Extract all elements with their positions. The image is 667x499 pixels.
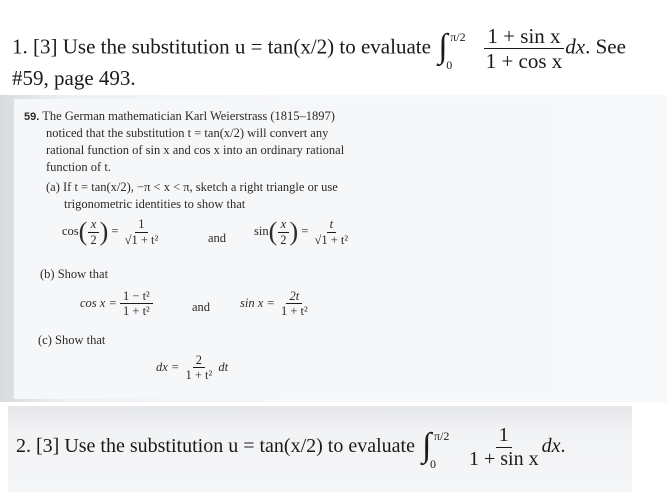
integral-1-upper-limit: π/2 (450, 29, 466, 44)
integrand-2-fraction (466, 424, 542, 471)
equation-c: dx = $\frac{2}{\text{1 + t²}}$ dt (156, 353, 229, 383)
integrand-1-denominator: 1 + cos x (485, 49, 563, 74)
exercise-59-intro-line-3: rational function of sin x and cos x into an ordinary rational (46, 143, 345, 157)
problem-2-text-after: . (560, 435, 566, 458)
integral-1-lower-limit: 0 (446, 57, 453, 72)
problem-1-text: Use the substitution u = tan(x/2) to evaluate (62, 34, 431, 59)
integral-2-lower-limit: 0 (429, 456, 436, 471)
problem-1-reference: #59, page 493. (12, 66, 136, 90)
integrand-2-numerator: 1 (496, 424, 512, 448)
equation-b-left: cos x = $\frac{\text{1 − t²}}{\text{1 + t²}}$ (80, 289, 153, 319)
equation-a-left: cos( $\frac{x}{2}$ ) = $\frac{1}{\text{√1 + t²}}$ (62, 217, 159, 247)
problem-2-text: Use the substitution u = tan(x/2) to evaluate (64, 435, 415, 458)
integrand-1-numerator: 1 + sin x (484, 24, 563, 49)
exercise-59-intro-line-1: 59. The German mathematician Karl Weierstrass (1815–1897) (24, 109, 335, 123)
textbook-excerpt (0, 95, 667, 402)
problem-1-number: 1. (12, 34, 28, 59)
textbook-page (14, 99, 554, 399)
equation-a-right: sin( $\frac{x}{2}$ ) = $\frac{t}{\text{√1 + t²}}$ (254, 217, 349, 247)
integral-sign-1: ∫ π/2 0 (438, 27, 466, 72)
integral-2-upper-limit: π/2 (433, 428, 450, 443)
problem-1-points: [3] (33, 34, 58, 59)
problem-2-points: [3] (36, 435, 60, 458)
exercise-59-intro-line-2: noticed that the substitution t = tan(x/2) will convert any (46, 126, 329, 140)
part-b-label: (b) Show that (40, 267, 109, 281)
part-a-line-2: trigonometric identities to show that (64, 197, 246, 211)
integrand-1-differential: dx (565, 34, 586, 59)
equation-b-right: sin x = $\frac{2t}{\text{1 + t²}}$ (240, 289, 308, 319)
integrand-2-denominator: 1 + sin x (468, 448, 539, 470)
part-a-line-1: (a) If t = tan(x/2), −π < x < π, sketch a right triangle or use (46, 180, 338, 194)
integrand-1-fraction (483, 24, 566, 73)
integral-sign-2: ∫ π/2 0 (421, 426, 450, 471)
problem-2-statement (16, 424, 566, 471)
equation-a-connector: and (208, 231, 227, 245)
part-c-label: (c) Show that (38, 333, 106, 347)
exercise-59-intro-line-4: function of t. (46, 160, 111, 174)
problem-1-text-after: . See (585, 34, 626, 59)
exercise-59-number: 59. (24, 111, 40, 123)
equation-b-connector: and (192, 300, 211, 314)
problem-2-number: 2. (16, 435, 31, 458)
integrand-2-differential: dx (541, 435, 561, 458)
